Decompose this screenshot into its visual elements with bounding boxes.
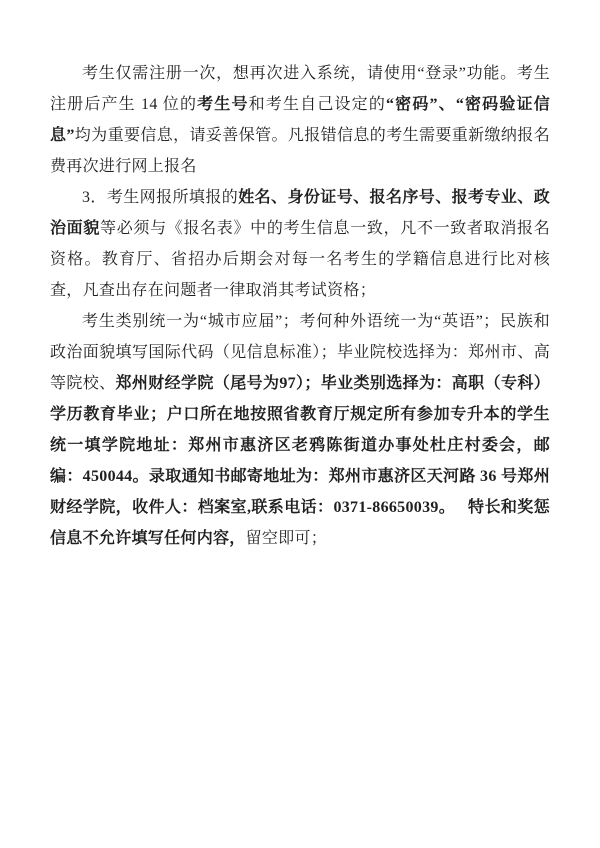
text-run: 和考生自己设定的 bbox=[248, 96, 386, 113]
paragraph-filling-instructions bbox=[50, 306, 550, 554]
paragraph-info-consistency-rule bbox=[50, 182, 550, 306]
text-run: 3．考生网报所填报的 bbox=[82, 189, 239, 206]
text-run: 均为重要信息，请妥善保管。凡报错信息的考生需要重新缴纳报名费再次进行网上报名 bbox=[50, 127, 551, 175]
text-run: 留空即可； bbox=[245, 530, 328, 547]
bold-text-run: 姓名、身份证号、报名序号、报考专业、政治面貌 bbox=[50, 189, 550, 237]
bold-text-run: 考生号 bbox=[197, 96, 249, 113]
text-run: 考生类别统一为“城市应届”；考何种外语统一为“英语”；民族和政治面貌填写国际代码（见信息标准）；毕业院校选择为：郑州市、高等院校、 bbox=[50, 313, 550, 392]
text-run: 考生仅需注册一次，想再次进入系统，请使用“登录”功能。考生注册后产生 14 位的 bbox=[50, 65, 550, 113]
bold-text-run: “密码”、“密码验证信息” bbox=[50, 96, 550, 144]
text-run: 等必须与《报名表》中的考生信息一致，凡不一致者取消报名资格。教育厅、省招办后期会对每一名考生的学籍信息进行比对核查，凡查出存在问题者一律取消其考试资格； bbox=[50, 220, 550, 299]
paragraph-registration-note bbox=[50, 58, 550, 182]
bold-text-run: 郑州财经学院（尾号为97）；毕业类别选择为：高职（专科）学历教育毕业；户口所在地按照省教育厅规定所有参加专升本的学生统一填学院地址：郑州市惠济区老鸦陈街道办事处杜庄村委会，邮编：450044。录取通知书邮寄地址为：郑州市惠济区天河路 36 号郑州财经学院，收件人：档案室,联系电话：0371-86650039。 特长和奖惩信息不允许填写任何内容， bbox=[50, 375, 551, 547]
